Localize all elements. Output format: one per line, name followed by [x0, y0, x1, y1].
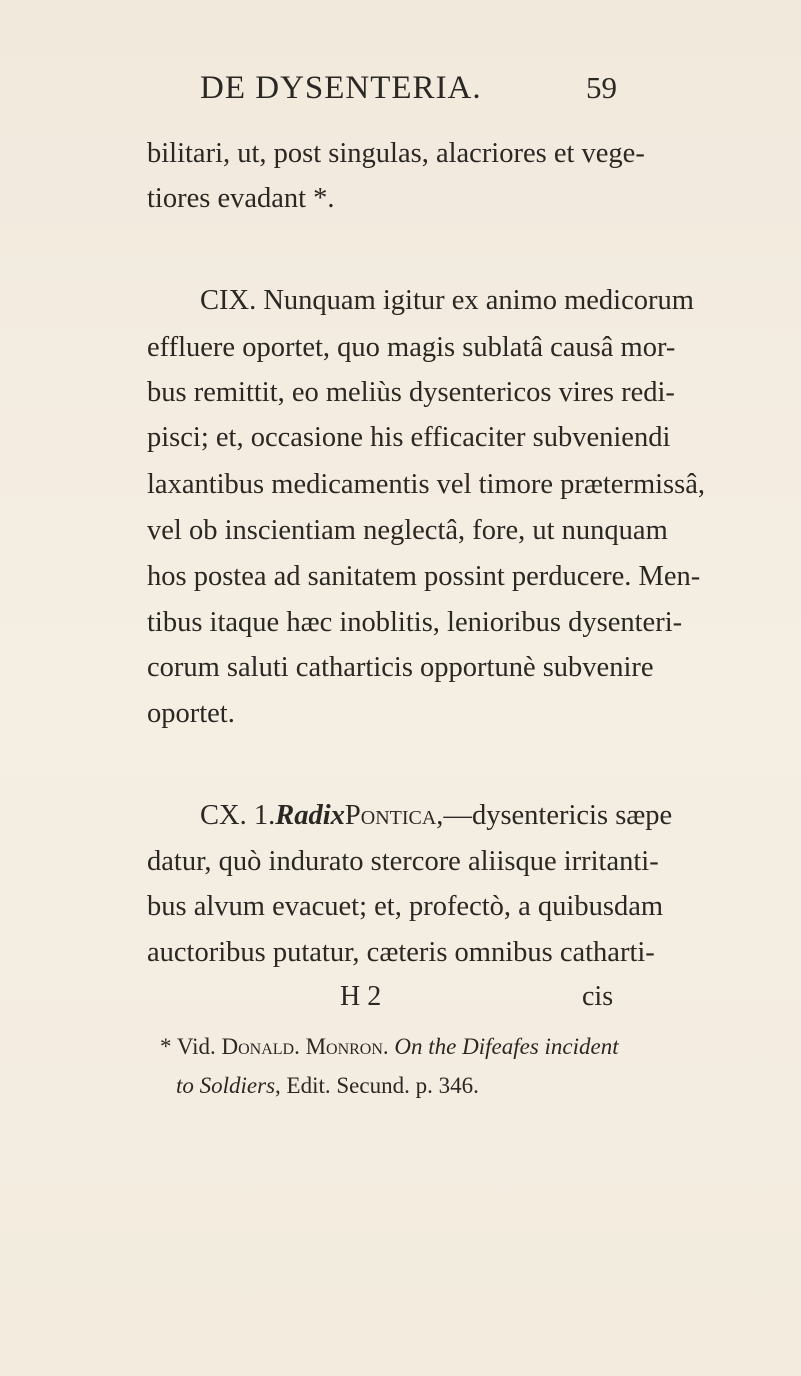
footnote-marker: * [160, 1034, 172, 1059]
text-line: laxantibus medicamentis vel timore prætermissâ, [147, 469, 705, 500]
signature-mark: H 2 [340, 981, 382, 1012]
text-line: bilitari, ut, post singulas, alacriores et vege- [147, 138, 645, 169]
text-line: tiores evadant *. [147, 183, 335, 214]
cx-rest: —dysentericis sæpe [443, 800, 673, 831]
running-head: DE DYSENTERIA. [200, 70, 482, 106]
cx-number: CX. 1. [200, 800, 276, 831]
cx-pontica: Pontica, [344, 800, 444, 831]
text-line: auctoribus putatur, cæteris omnibus catharti- [147, 937, 655, 968]
footnote-edition: , Edit. Secund. p. 346. [275, 1073, 479, 1098]
catchword: cis [582, 981, 614, 1012]
text-line: effluere oportet, quo magis sublatâ causâ mor- [147, 332, 676, 363]
page-number: 59 [586, 70, 617, 105]
text-line: bus alvum evacuet; et, profectò, a quibusdam [147, 891, 664, 922]
text-line: corum saluti catharticis opportunè subvenire [147, 652, 654, 683]
text-line: oportet. [147, 698, 235, 729]
footnote-line-2 [176, 1073, 479, 1099]
text-line: vel ob inscientiam neglectâ, fore, ut nunquam [147, 515, 668, 546]
text-line: datur, quò indurato stercore aliisque irritanti- [147, 846, 659, 877]
cx-radix: Radix [275, 800, 345, 831]
footnote-vid: Vid. [176, 1034, 216, 1059]
text-line: pisci; et, occasione his efficaciter subveniendi [147, 422, 671, 453]
footnote-title: On the Difeafes incident [394, 1034, 619, 1059]
text-line: tibus itaque hæc inoblitis, lenioribus dysenteri- [147, 607, 683, 638]
text-line: hos postea ad sanitatem possint perducere. Men- [147, 561, 701, 592]
section-cx-start [200, 798, 673, 834]
footnote-author: Donald. Monron. [221, 1034, 389, 1059]
footnote-line-1 [160, 1034, 619, 1060]
section-cix-start: CIX. Nunquam igitur ex animo medicorum [200, 285, 694, 316]
text-line: bus remittit, eo meliùs dysentericos vires redi- [147, 377, 675, 408]
footnote-title-2: to Soldiers [176, 1073, 276, 1098]
